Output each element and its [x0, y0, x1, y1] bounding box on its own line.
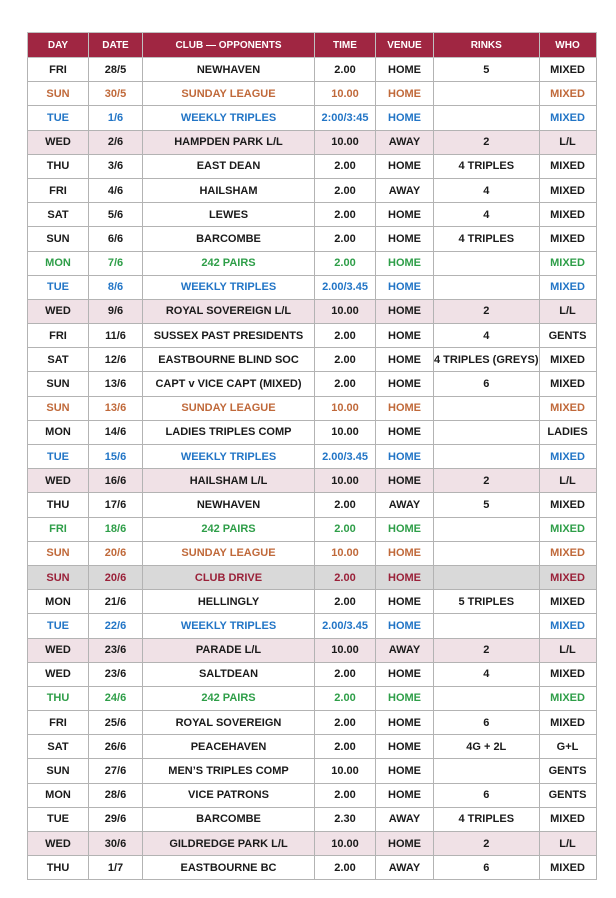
cell-rinks: 4 — [434, 203, 540, 227]
cell-date: 1/6 — [89, 106, 143, 130]
cell-day: FRI — [28, 178, 89, 202]
cell-day: SUN — [28, 227, 89, 251]
cell-date: 18/6 — [89, 517, 143, 541]
cell-who: MIXED — [539, 227, 596, 251]
cell-time: 2.00 — [315, 251, 376, 275]
cell-day: SUN — [28, 759, 89, 783]
cell-rinks: 4 — [434, 324, 540, 348]
table-row — [28, 106, 597, 130]
cell-day: SUN — [28, 541, 89, 565]
cell-club-opponent: SUNDAY LEAGUE — [143, 82, 315, 106]
cell-rinks — [434, 445, 540, 469]
cell-club-opponent: ROYAL SOVEREIGN — [143, 711, 315, 735]
cell-venue: AWAY — [376, 493, 434, 517]
cell-date: 4/6 — [89, 178, 143, 202]
cell-club-opponent: NEWHAVEN — [143, 493, 315, 517]
cell-time: 10.00 — [315, 638, 376, 662]
header-venue: VENUE — [376, 33, 434, 58]
cell-rinks — [434, 614, 540, 638]
cell-who: MIXED — [539, 590, 596, 614]
cell-venue: HOME — [376, 590, 434, 614]
cell-time: 10.00 — [315, 82, 376, 106]
cell-venue: AWAY — [376, 178, 434, 202]
header-who: WHO — [539, 33, 596, 58]
cell-date: 9/6 — [89, 299, 143, 323]
cell-day: SUN — [28, 82, 89, 106]
cell-day: FRI — [28, 58, 89, 82]
fixtures-table — [27, 32, 597, 880]
cell-time: 2.00 — [315, 154, 376, 178]
cell-rinks: 2 — [434, 832, 540, 856]
cell-date: 21/6 — [89, 590, 143, 614]
cell-date: 29/6 — [89, 807, 143, 831]
cell-club-opponent: MEN’S TRIPLES COMP — [143, 759, 315, 783]
cell-time: 2.00/3.45 — [315, 445, 376, 469]
cell-who: MIXED — [539, 178, 596, 202]
cell-day: SUN — [28, 565, 89, 589]
table-header — [28, 33, 597, 58]
cell-date: 13/6 — [89, 396, 143, 420]
cell-who: MIXED — [539, 493, 596, 517]
cell-time: 2.00/3.45 — [315, 614, 376, 638]
cell-date: 30/6 — [89, 832, 143, 856]
cell-rinks: 6 — [434, 856, 540, 880]
table-row — [28, 686, 597, 710]
table-row — [28, 638, 597, 662]
cell-venue: HOME — [376, 396, 434, 420]
cell-rinks: 2 — [434, 299, 540, 323]
cell-club-opponent: 242 PAIRS — [143, 686, 315, 710]
cell-time: 2.00 — [315, 517, 376, 541]
cell-time: 2.30 — [315, 807, 376, 831]
cell-rinks — [434, 686, 540, 710]
cell-who: MIXED — [539, 82, 596, 106]
cell-date: 17/6 — [89, 493, 143, 517]
cell-venue: HOME — [376, 686, 434, 710]
cell-date: 5/6 — [89, 203, 143, 227]
header-day: DAY — [28, 33, 89, 58]
cell-rinks: 5 — [434, 58, 540, 82]
cell-rinks — [434, 517, 540, 541]
cell-venue: AWAY — [376, 856, 434, 880]
cell-day: TUE — [28, 275, 89, 299]
cell-time: 10.00 — [315, 469, 376, 493]
cell-day: FRI — [28, 324, 89, 348]
cell-venue: HOME — [376, 324, 434, 348]
cell-time: 2.00 — [315, 662, 376, 686]
cell-rinks: 5 — [434, 493, 540, 517]
cell-venue: HOME — [376, 517, 434, 541]
cell-who: L/L — [539, 832, 596, 856]
cell-club-opponent: VICE PATRONS — [143, 783, 315, 807]
cell-time: 2.00 — [315, 372, 376, 396]
cell-date: 2/6 — [89, 130, 143, 154]
table-row — [28, 130, 597, 154]
table-body — [28, 58, 597, 880]
cell-day: FRI — [28, 517, 89, 541]
cell-day: TUE — [28, 445, 89, 469]
cell-venue: AWAY — [376, 807, 434, 831]
cell-rinks: 2 — [434, 469, 540, 493]
cell-who: MIXED — [539, 711, 596, 735]
cell-rinks — [434, 420, 540, 444]
cell-club-opponent: LADIES TRIPLES COMP — [143, 420, 315, 444]
table-row — [28, 711, 597, 735]
cell-club-opponent: SUSSEX PAST PRESIDENTS — [143, 324, 315, 348]
cell-venue: HOME — [376, 759, 434, 783]
cell-time: 2.00 — [315, 783, 376, 807]
cell-date: 22/6 — [89, 614, 143, 638]
cell-who: MIXED — [539, 348, 596, 372]
cell-day: FRI — [28, 711, 89, 735]
cell-venue: HOME — [376, 565, 434, 589]
cell-venue: HOME — [376, 711, 434, 735]
cell-day: THU — [28, 686, 89, 710]
cell-day: MON — [28, 251, 89, 275]
cell-rinks — [434, 251, 540, 275]
cell-venue: HOME — [376, 299, 434, 323]
cell-day: SAT — [28, 735, 89, 759]
cell-venue: HOME — [376, 106, 434, 130]
cell-venue: HOME — [376, 445, 434, 469]
cell-date: 24/6 — [89, 686, 143, 710]
cell-club-opponent: SUNDAY LEAGUE — [143, 396, 315, 420]
table-row — [28, 275, 597, 299]
cell-date: 7/6 — [89, 251, 143, 275]
cell-venue: HOME — [376, 783, 434, 807]
cell-club-opponent: PEACEHAVEN — [143, 735, 315, 759]
cell-day: SAT — [28, 203, 89, 227]
table-row — [28, 396, 597, 420]
cell-club-opponent: HAILSHAM L/L — [143, 469, 315, 493]
cell-venue: HOME — [376, 832, 434, 856]
cell-who: MIXED — [539, 396, 596, 420]
cell-who: L/L — [539, 299, 596, 323]
cell-club-opponent: BARCOMBE — [143, 807, 315, 831]
cell-rinks: 4 — [434, 662, 540, 686]
cell-date: 25/6 — [89, 711, 143, 735]
cell-date: 28/5 — [89, 58, 143, 82]
cell-time: 10.00 — [315, 130, 376, 154]
cell-date: 30/5 — [89, 82, 143, 106]
cell-time: 2.00 — [315, 686, 376, 710]
cell-who: MIXED — [539, 275, 596, 299]
table-row — [28, 372, 597, 396]
cell-time: 2.00 — [315, 856, 376, 880]
cell-rinks — [434, 275, 540, 299]
table-row — [28, 299, 597, 323]
cell-venue: HOME — [376, 58, 434, 82]
cell-day: SAT — [28, 348, 89, 372]
cell-venue: HOME — [376, 614, 434, 638]
table-row — [28, 227, 597, 251]
cell-venue: HOME — [376, 662, 434, 686]
table-row — [28, 251, 597, 275]
cell-who: GENTS — [539, 759, 596, 783]
cell-club-opponent: HAMPDEN PARK L/L — [143, 130, 315, 154]
table-row — [28, 517, 597, 541]
cell-time: 10.00 — [315, 299, 376, 323]
table-row — [28, 807, 597, 831]
cell-venue: HOME — [376, 275, 434, 299]
header-club-opponents: CLUB — OPPONENTS — [143, 33, 315, 58]
cell-rinks: 4 TRIPLES (GREYS) — [434, 348, 540, 372]
cell-time: 2.00 — [315, 735, 376, 759]
cell-club-opponent: WEEKLY TRIPLES — [143, 106, 315, 130]
cell-date: 26/6 — [89, 735, 143, 759]
cell-venue: HOME — [376, 372, 434, 396]
header-date: DATE — [89, 33, 143, 58]
cell-venue: HOME — [376, 82, 434, 106]
cell-date: 16/6 — [89, 469, 143, 493]
cell-day: TUE — [28, 614, 89, 638]
cell-date: 3/6 — [89, 154, 143, 178]
cell-club-opponent: PARADE L/L — [143, 638, 315, 662]
cell-date: 6/6 — [89, 227, 143, 251]
cell-club-opponent: WEEKLY TRIPLES — [143, 275, 315, 299]
cell-venue: AWAY — [376, 130, 434, 154]
cell-who: MIXED — [539, 565, 596, 589]
table-row — [28, 614, 597, 638]
cell-who: MIXED — [539, 541, 596, 565]
cell-who: LADIES — [539, 420, 596, 444]
cell-day: WED — [28, 299, 89, 323]
cell-rinks: 4 — [434, 178, 540, 202]
cell-rinks: 5 TRIPLES — [434, 590, 540, 614]
table-row — [28, 565, 597, 589]
table-row — [28, 154, 597, 178]
cell-date: 28/6 — [89, 783, 143, 807]
cell-who: MIXED — [539, 614, 596, 638]
cell-club-opponent: EASTBOURNE BLIND SOC — [143, 348, 315, 372]
cell-date: 13/6 — [89, 372, 143, 396]
cell-rinks — [434, 759, 540, 783]
cell-time: 2:00/3:45 — [315, 106, 376, 130]
cell-who: GENTS — [539, 783, 596, 807]
cell-club-opponent: HELLINGLY — [143, 590, 315, 614]
table-row — [28, 735, 597, 759]
cell-venue: HOME — [376, 154, 434, 178]
table-row — [28, 58, 597, 82]
cell-time: 2.00 — [315, 227, 376, 251]
cell-who: G+L — [539, 735, 596, 759]
cell-time: 2.00 — [315, 348, 376, 372]
cell-rinks — [434, 541, 540, 565]
table-row — [28, 541, 597, 565]
cell-date: 20/6 — [89, 565, 143, 589]
cell-venue: HOME — [376, 735, 434, 759]
table-row — [28, 590, 597, 614]
cell-day: TUE — [28, 807, 89, 831]
cell-rinks — [434, 106, 540, 130]
cell-day: THU — [28, 493, 89, 517]
cell-club-opponent: 242 PAIRS — [143, 517, 315, 541]
cell-date: 20/6 — [89, 541, 143, 565]
cell-date: 11/6 — [89, 324, 143, 348]
cell-rinks — [434, 82, 540, 106]
cell-time: 2.00 — [315, 493, 376, 517]
table-row — [28, 856, 597, 880]
cell-club-opponent: CAPT v VICE CAPT (MIXED) — [143, 372, 315, 396]
cell-venue: HOME — [376, 227, 434, 251]
cell-club-opponent: HAILSHAM — [143, 178, 315, 202]
cell-club-opponent: NEWHAVEN — [143, 58, 315, 82]
cell-day: WED — [28, 469, 89, 493]
table-row — [28, 324, 597, 348]
cell-rinks: 6 — [434, 711, 540, 735]
cell-club-opponent: BARCOMBE — [143, 227, 315, 251]
cell-who: L/L — [539, 469, 596, 493]
cell-who: GENTS — [539, 324, 596, 348]
cell-day: THU — [28, 154, 89, 178]
cell-time: 2.00 — [315, 58, 376, 82]
cell-rinks: 6 — [434, 783, 540, 807]
cell-who: MIXED — [539, 154, 596, 178]
cell-club-opponent: CLUB DRIVE — [143, 565, 315, 589]
cell-time: 2.00 — [315, 590, 376, 614]
cell-club-opponent: WEEKLY TRIPLES — [143, 614, 315, 638]
cell-who: L/L — [539, 638, 596, 662]
cell-time: 2.00 — [315, 203, 376, 227]
table-row — [28, 178, 597, 202]
cell-who: MIXED — [539, 372, 596, 396]
cell-time: 2.00/3.45 — [315, 275, 376, 299]
table-row — [28, 420, 597, 444]
cell-time: 10.00 — [315, 759, 376, 783]
cell-time: 10.00 — [315, 396, 376, 420]
cell-rinks: 4G + 2L — [434, 735, 540, 759]
cell-club-opponent: SUNDAY LEAGUE — [143, 541, 315, 565]
cell-date: 14/6 — [89, 420, 143, 444]
cell-date: 8/6 — [89, 275, 143, 299]
cell-date: 23/6 — [89, 638, 143, 662]
cell-club-opponent: WEEKLY TRIPLES — [143, 445, 315, 469]
cell-time: 2.00 — [315, 178, 376, 202]
cell-rinks: 4 TRIPLES — [434, 227, 540, 251]
cell-date: 27/6 — [89, 759, 143, 783]
cell-club-opponent: EAST DEAN — [143, 154, 315, 178]
cell-date: 15/6 — [89, 445, 143, 469]
cell-venue: HOME — [376, 203, 434, 227]
cell-venue: HOME — [376, 541, 434, 565]
cell-rinks — [434, 565, 540, 589]
header-row — [28, 33, 597, 58]
cell-day: WED — [28, 662, 89, 686]
cell-who: L/L — [539, 130, 596, 154]
cell-time: 10.00 — [315, 541, 376, 565]
cell-time: 2.00 — [315, 711, 376, 735]
cell-venue: HOME — [376, 348, 434, 372]
cell-rinks: 2 — [434, 638, 540, 662]
table-row — [28, 82, 597, 106]
cell-day: TUE — [28, 106, 89, 130]
cell-club-opponent: LEWES — [143, 203, 315, 227]
table-row — [28, 662, 597, 686]
cell-venue: AWAY — [376, 638, 434, 662]
cell-day: SUN — [28, 396, 89, 420]
cell-rinks — [434, 396, 540, 420]
table-row — [28, 469, 597, 493]
cell-venue: HOME — [376, 420, 434, 444]
cell-who: MIXED — [539, 856, 596, 880]
cell-venue: HOME — [376, 469, 434, 493]
cell-club-opponent: SALTDEAN — [143, 662, 315, 686]
cell-day: WED — [28, 638, 89, 662]
cell-rinks: 4 TRIPLES — [434, 154, 540, 178]
cell-day: MON — [28, 420, 89, 444]
table-row — [28, 783, 597, 807]
cell-club-opponent: 242 PAIRS — [143, 251, 315, 275]
cell-who: MIXED — [539, 807, 596, 831]
cell-time: 10.00 — [315, 832, 376, 856]
cell-who: MIXED — [539, 445, 596, 469]
cell-date: 12/6 — [89, 348, 143, 372]
cell-day: MON — [28, 783, 89, 807]
cell-day: MON — [28, 590, 89, 614]
cell-club-opponent: GILDREDGE PARK L/L — [143, 832, 315, 856]
table-row — [28, 493, 597, 517]
cell-time: 2.00 — [315, 324, 376, 348]
cell-rinks: 4 TRIPLES — [434, 807, 540, 831]
table-row — [28, 445, 597, 469]
table-row — [28, 203, 597, 227]
cell-time: 10.00 — [315, 420, 376, 444]
cell-rinks: 6 — [434, 372, 540, 396]
table-row — [28, 348, 597, 372]
cell-time: 2.00 — [315, 565, 376, 589]
cell-who: MIXED — [539, 517, 596, 541]
cell-date: 1/7 — [89, 856, 143, 880]
header-time: TIME — [315, 33, 376, 58]
cell-venue: HOME — [376, 251, 434, 275]
cell-day: THU — [28, 856, 89, 880]
cell-rinks: 2 — [434, 130, 540, 154]
cell-club-opponent: EASTBOURNE BC — [143, 856, 315, 880]
cell-club-opponent: ROYAL SOVEREIGN L/L — [143, 299, 315, 323]
table-row — [28, 832, 597, 856]
header-rinks: RINKS — [434, 33, 540, 58]
cell-who: MIXED — [539, 251, 596, 275]
cell-who: MIXED — [539, 662, 596, 686]
table-row — [28, 759, 597, 783]
cell-who: MIXED — [539, 203, 596, 227]
cell-who: MIXED — [539, 106, 596, 130]
cell-day: SUN — [28, 372, 89, 396]
cell-who: MIXED — [539, 686, 596, 710]
cell-date: 23/6 — [89, 662, 143, 686]
cell-who: MIXED — [539, 58, 596, 82]
cell-day: WED — [28, 130, 89, 154]
cell-day: WED — [28, 832, 89, 856]
